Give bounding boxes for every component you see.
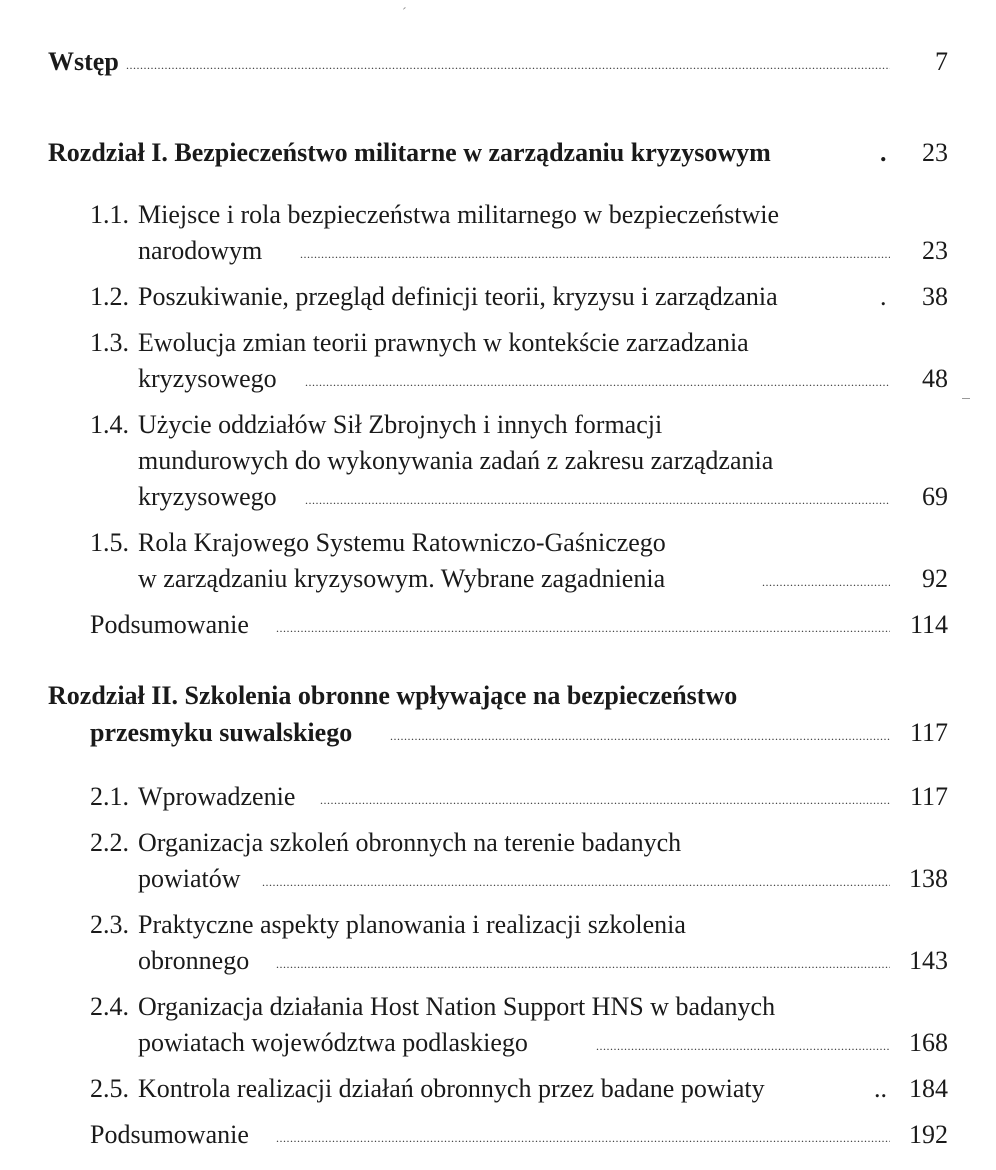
dot-leader — [305, 480, 890, 520]
page-number: 117 — [909, 782, 948, 811]
section-title: Poszukiwanie, przegląd definicji teorii, kryzysu i zarządzania — [138, 282, 778, 311]
toc-section-1-2[interactable] — [0, 277, 996, 317]
toc-section-2-3-line1[interactable] — [0, 905, 996, 945]
page-number: 143 — [909, 946, 948, 975]
section-title: Kontrola realizacji działań obronnych przez badane powiaty — [138, 1074, 765, 1103]
page-number: 48 — [922, 364, 948, 393]
chapter-title: Rozdział II. Szkolenia obronne wpływające na bezpieczeństwo — [48, 681, 738, 710]
toc-section-2-4-line2[interactable] — [0, 1023, 996, 1063]
section-number: 1.5. — [90, 528, 129, 557]
dot-leader — [390, 716, 890, 756]
section-title: Ewolucja zmian teorii prawnych w kontekście zarzadzania — [138, 328, 749, 357]
toc-section-1-4-line1[interactable] — [0, 405, 996, 445]
dot-leader — [276, 1118, 890, 1158]
summary-title: Podsumowanie — [90, 1120, 249, 1149]
toc-section-1-4-line2[interactable] — [0, 441, 996, 481]
entry-title: Wstęp — [48, 47, 119, 76]
toc-section-2-5[interactable] — [0, 1069, 996, 1109]
section-title: Organizacja szkoleń obronnych na terenie badanych — [138, 828, 682, 857]
section-title-cont: obronnego — [138, 946, 250, 975]
toc-section-1-3-line2[interactable] — [0, 359, 996, 399]
section-title: Wprowadzenie — [138, 782, 296, 811]
toc-summary-2[interactable] — [0, 1115, 996, 1155]
page-number: 69 — [922, 482, 948, 511]
section-number: 2.3. — [90, 910, 129, 939]
toc-section-2-2-line1[interactable] — [0, 823, 996, 863]
dot-leader — [126, 45, 890, 85]
page-number: 138 — [909, 864, 948, 893]
section-title: Praktyczne aspekty planowania i realizacji szkolenia — [138, 910, 686, 939]
page-number: 23 — [922, 236, 948, 265]
chapter-title-cont: przesmyku suwalskiego — [90, 718, 353, 747]
section-title-cont: narodowym — [138, 236, 263, 265]
page-number: 114 — [909, 610, 948, 639]
toc-entry-intro[interactable] — [0, 42, 996, 82]
section-number: 2.2. — [90, 828, 129, 857]
section-title-cont: powiatów — [138, 864, 241, 893]
page-number: 117 — [909, 718, 948, 747]
page-number: 23 — [922, 138, 948, 167]
toc-chapter-1[interactable] — [0, 133, 996, 173]
toc-section-1-5-line2[interactable] — [0, 559, 996, 599]
toc-section-2-1[interactable] — [0, 777, 996, 817]
section-number: 1.4. — [90, 410, 129, 439]
dot-leader — [276, 608, 890, 648]
section-title-cont: kryzysowego — [138, 364, 277, 393]
page-number: 192 — [909, 1120, 948, 1149]
dot-leader — [596, 1026, 890, 1066]
scan-mark: ´ — [402, 6, 407, 21]
dot-leader — [305, 362, 890, 402]
page-number: 7 — [935, 47, 948, 76]
section-title: Miejsce i rola bezpieczeństwa militarnego w bezpieczeństwie — [138, 200, 780, 229]
dot-leader — [300, 234, 890, 274]
toc-section-2-4-line1[interactable] — [0, 987, 996, 1027]
section-title: Organizacja działania Host Nation Support HNS w badanych — [138, 992, 776, 1021]
section-number: 2.1. — [90, 782, 129, 811]
section-number: 1.3. — [90, 328, 129, 357]
section-number: 1.1. — [90, 200, 129, 229]
trailing-dot: . — [880, 282, 887, 311]
dot-leader — [762, 562, 890, 602]
section-title-cont: powiatach województwa podlaskiego — [138, 1028, 528, 1057]
page-number: 38 — [922, 282, 948, 311]
dot-leader — [276, 944, 890, 984]
toc-section-1-5-line1[interactable] — [0, 523, 996, 563]
toc-section-2-2-line2[interactable] — [0, 859, 996, 899]
section-title: Rola Krajowego Systemu Ratowniczo-Gaśniczego — [138, 528, 666, 557]
section-number: 2.4. — [90, 992, 129, 1021]
section-title-cont: mundurowych do wykonywania zadań z zakresu zarządzania — [138, 446, 774, 475]
page-number: 92 — [922, 564, 948, 593]
toc-section-1-4-line3[interactable] — [0, 477, 996, 517]
dot-leader — [262, 862, 890, 902]
section-number: 2.5. — [90, 1074, 129, 1103]
trailing-dot: . — [880, 138, 887, 167]
toc-section-1-1-line2[interactable] — [0, 231, 996, 271]
section-number: 1.2. — [90, 282, 129, 311]
toc-section-1-3-line1[interactable] — [0, 323, 996, 363]
summary-title: Podsumowanie — [90, 610, 249, 639]
trailing-dots: .. — [874, 1074, 887, 1103]
toc-chapter-2-line2[interactable] — [0, 713, 996, 753]
section-title-cont: w zarządzaniu kryzysowym. Wybrane zagadnienia — [138, 564, 666, 593]
toc-section-1-1-line1[interactable] — [0, 195, 996, 235]
section-title: Użycie oddziałów Sił Zbrojnych i innych formacji — [138, 410, 663, 439]
page-number: 168 — [909, 1028, 948, 1057]
chapter-title: Rozdział I. Bezpieczeństwo militarne w zarządzaniu kryzysowym — [48, 138, 771, 167]
section-title-cont: kryzysowego — [138, 482, 277, 511]
toc-chapter-2-line1[interactable] — [0, 676, 996, 716]
dot-leader — [320, 780, 890, 820]
toc-summary-1[interactable] — [0, 605, 996, 645]
page-number: 184 — [909, 1074, 948, 1103]
toc-section-2-3-line2[interactable] — [0, 941, 996, 981]
